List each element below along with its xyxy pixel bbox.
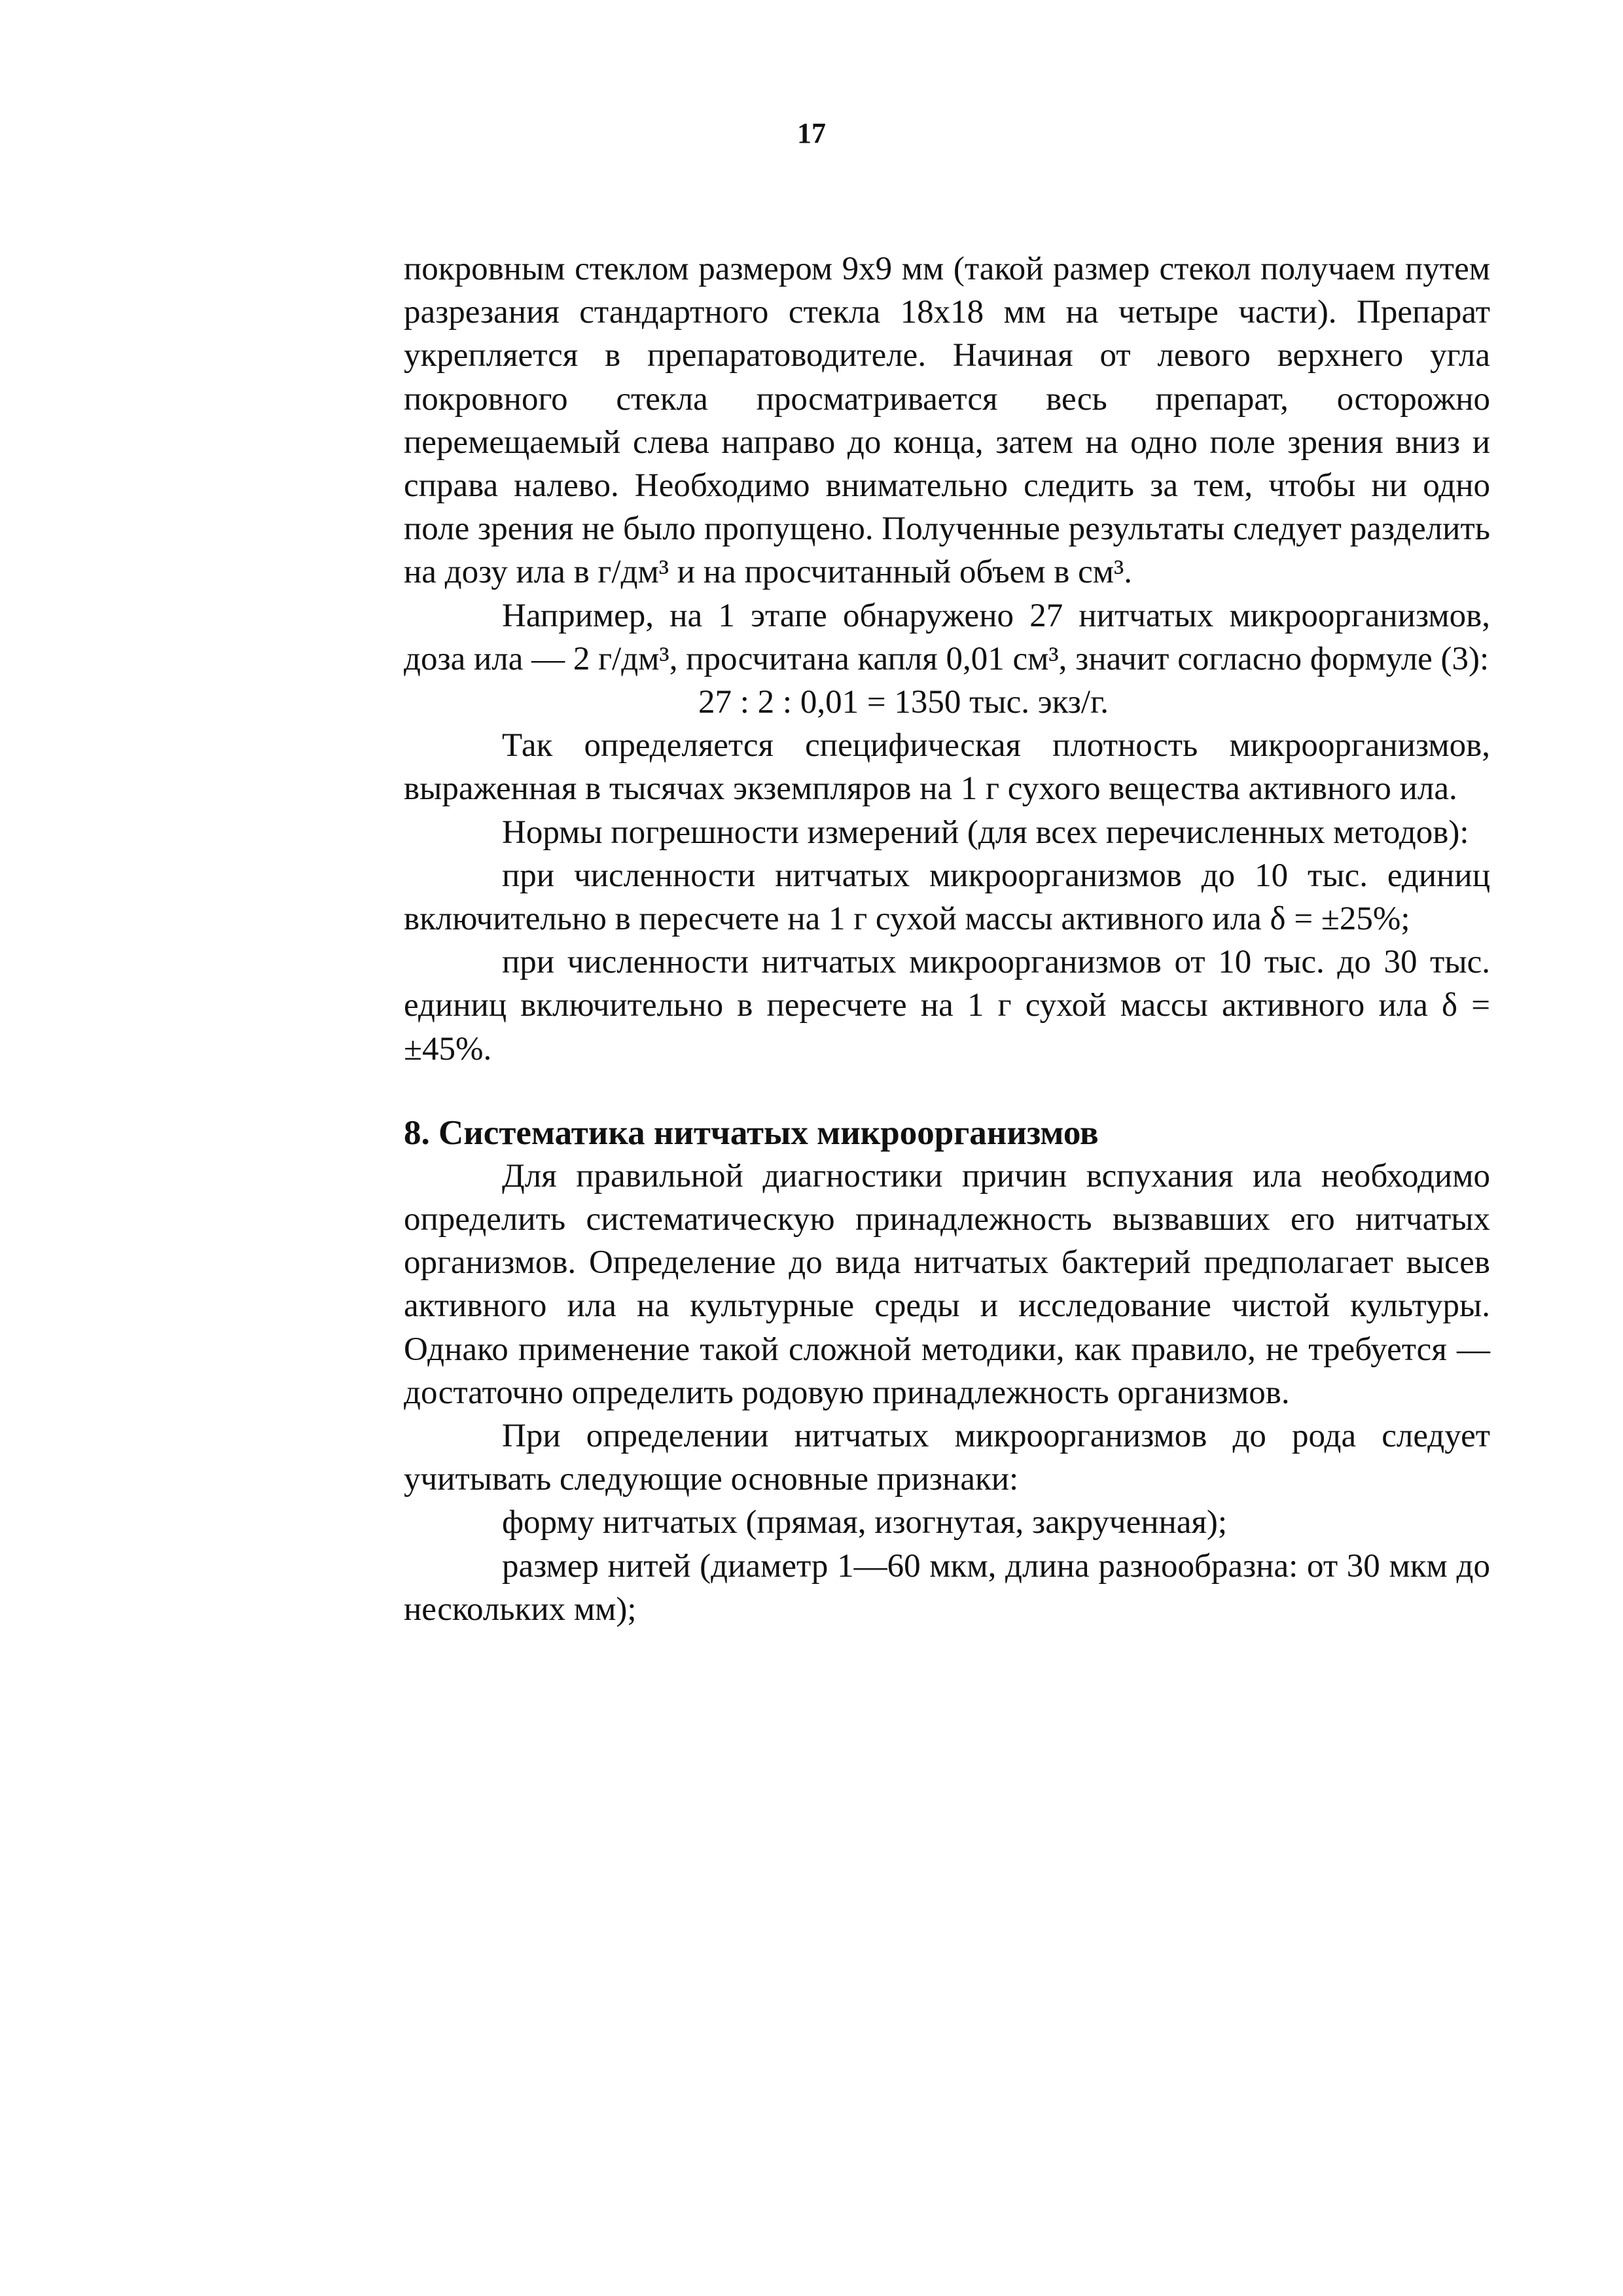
paragraph-systematics-intro: Для правильной диагностики причин вспухания ила необходимо определить систематическую принадлежность вызвавших его нитчатых организмов. Определение до вида нитчатых бактерий предполагает высев активного ила на культурные среды и исследование чистой культуры. Однако применение такой сложной методики, как правило, не требуется — достаточно определить родовую принадлежность организмов. <box>404 1157 1490 1411</box>
paragraph-error-norm-up-to-10: при численности нитчатых микроорганизмов до 10 тыс. единиц включительно в пересчете на 1 г сухой массы активного ила δ = ±25%; <box>404 857 1490 938</box>
formula-calculation: 27 : 2 : 0,01 = 1350 тыс. экз/г. <box>698 684 1109 721</box>
paragraph-example: Например, на 1 этапе обнаружено 27 нитчатых микроорганизмов, доза ила — 2 г/дм³, просчитана капля 0,01 см³, значит согласно формуле (3): <box>404 597 1490 677</box>
paragraph-criterion-shape: форму нитчатых (прямая, изогнутая, закрученная); <box>502 1504 1228 1541</box>
paragraph-identification-criteria: При определении нитчатых микроорганизмов до рода следует учитывать следующие основные признаки: <box>404 1418 1490 1498</box>
paragraph-criterion-size: размер нитей (диаметр 1—60 мкм, длина разнообразна: от 30 мкм до нескольких мм); <box>404 1547 1490 1628</box>
page-body <box>404 247 1490 1631</box>
paragraph-error-norms: Нормы погрешности измерений (для всех перечисленных методов): <box>502 814 1469 851</box>
page-number: 17 <box>797 117 826 149</box>
paragraph-density-definition: Так определяется специфическая плотность микроорганизмов, выраженная в тысячах экземпляров на 1 г сухого вещества активного ила. <box>404 727 1490 808</box>
paragraph-error-norm-10-to-30: при численности нитчатых микроорганизмов от 10 тыс. до 30 тыс. единиц включительно в пересчете на 1 г сухой массы активного ила δ = ±45%. <box>404 944 1490 1067</box>
section-heading: 8. Систематика нитчатых микроорганизмов <box>404 1113 1099 1152</box>
paragraph-continued-method: покровным стеклом размером 9х9 мм (такой размер стекол получаем путем разрезания стандартного стекла 18х18 мм на четыре части). Препарат укрепляется в препаратоводителе. Начиная от левого верхнего угла покровного стекла просматривается весь препарат, осторожно перемещаемый слева направо до конца, затем на одно поле зрения вниз и справа налево. Необходимо внимательно следить за тем, чтобы ни одно поле зрения не было пропущено. Полученные результаты следует разделить на дозу ила в г/дм³ и на просчитанный объем в см³. <box>404 251 1490 591</box>
